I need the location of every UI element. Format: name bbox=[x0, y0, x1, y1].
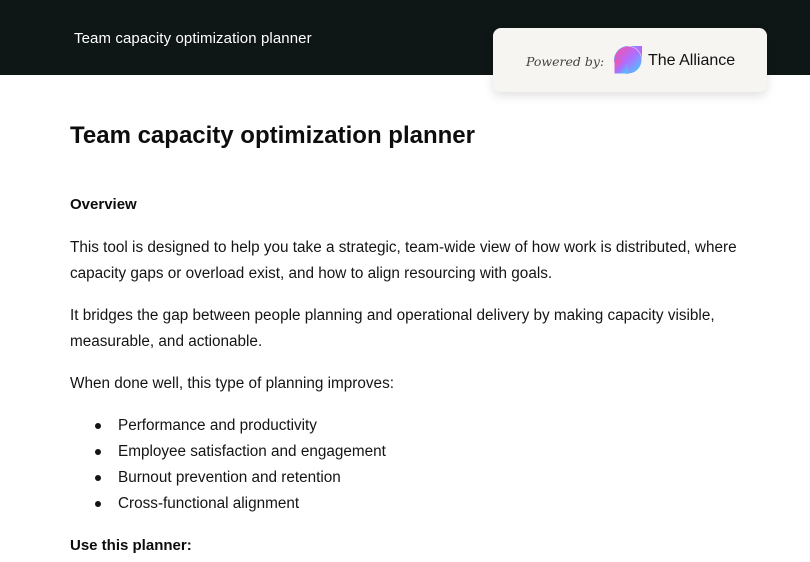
overview-heading: Overview bbox=[70, 196, 137, 213]
page-title: Team capacity optimization planner bbox=[70, 122, 475, 149]
list-item-text: Performance and productivity bbox=[118, 417, 317, 434]
alliance-logo-icon bbox=[613, 45, 643, 75]
bullet-icon bbox=[95, 475, 101, 481]
overview-paragraph-3: When done well, this type of planning improves: bbox=[70, 375, 394, 392]
list-item-text: Cross-functional alignment bbox=[118, 495, 300, 512]
bullet-icon bbox=[95, 423, 101, 429]
overview-paragraph-1: This tool is designed to help you take a strategic, team-wide view of how work is distributed, where capacity gaps or overload exist, and how to align resourcing with goals. bbox=[70, 239, 737, 282]
overview-paragraph-2: It bridges the gap between people planning and operational delivery by making capacity visible, measurable, and actionable. bbox=[70, 307, 715, 350]
header-title: Team capacity optimization planner bbox=[74, 30, 312, 47]
use-planner-heading: Use this planner: bbox=[70, 537, 192, 554]
bullet-icon bbox=[95, 449, 101, 455]
top-header-bar bbox=[0, 0, 810, 75]
list-item-text: Burnout prevention and retention bbox=[118, 469, 341, 486]
brand-name: The Alliance bbox=[648, 52, 736, 69]
powered-by-badge[interactable] bbox=[493, 28, 767, 92]
bullet-icon bbox=[95, 501, 101, 507]
powered-by-label: Powered by: bbox=[526, 54, 605, 69]
list-item-text: Employee satisfaction and engagement bbox=[118, 443, 386, 460]
